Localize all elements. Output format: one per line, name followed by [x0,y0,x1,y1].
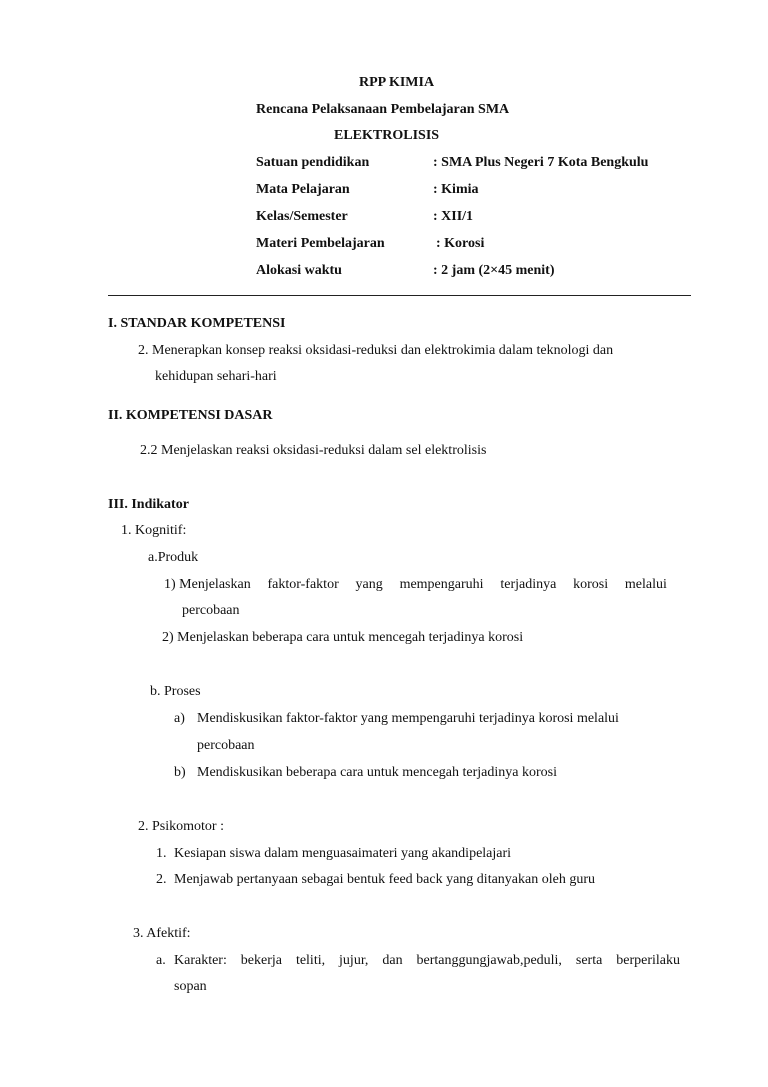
produk-label: a.Produk [148,550,199,565]
psikomotor-label: 2. Psikomotor : [138,819,224,834]
document-subtitle: Rencana Pelaksanaan Pembelajaran SMA [256,102,510,117]
proses-item-a-cont: percobaan [197,738,255,753]
produk-item-2: 2) Menjelaskan beberapa cara untuk mencegah terjadinya korosi [162,630,524,645]
produk-item-1 [164,576,667,594]
proses-item-a-marker: a) [174,711,185,726]
word: Karakter: [174,953,227,968]
word: dan [382,953,403,968]
word: terjadinya [500,577,557,592]
standar-kompetensi-text: 2. Menerapkan konsep reaksi oksidasi-reduksi dan elektrokimia dalam teknologi dan [138,343,614,358]
info-value: : SMA Plus Negeri 7 Kota Bengkulu [433,155,649,170]
psikomotor-item-2: Menjawab pertanyaan sebagai bentuk feed back yang ditanyakan oleh guru [174,872,595,887]
info-value: : 2 jam (2×45 menit) [433,263,555,278]
produk-item-1-cont: percobaan [182,603,240,618]
word: 1) Menjelaskan [164,577,251,592]
word: teliti, [295,953,326,968]
word: faktor-faktor [267,577,339,592]
psikomotor-item-2-marker: 2. [156,872,167,887]
info-value: : Korosi [436,236,485,251]
afektif-label: 3. Afektif: [133,926,191,941]
info-label: Alokasi waktu [256,263,342,278]
word: berperilaku [616,953,680,968]
standar-kompetensi-text-cont: kehidupan sehari-hari [155,369,277,384]
document-topic: ELEKTROLISIS [334,128,440,143]
info-label: Satuan pendidikan [256,155,370,170]
word: korosi [573,577,609,592]
info-label: Mata Pelajaran [256,182,350,197]
section-heading-kompetensi-dasar: II. KOMPETENSI DASAR [108,408,273,423]
proses-label: b. Proses [150,684,201,699]
afektif-item-a-marker: a. [156,953,166,968]
kognitif-label: 1. Kognitif: [121,523,187,538]
info-label: Materi Pembelajaran [256,236,385,251]
word: serta [575,953,603,968]
word: mempengaruhi [399,577,484,592]
psikomotor-item-1-marker: 1. [156,846,167,861]
kompetensi-dasar-item: 2.2 Menjelaskan reaksi oksidasi-reduksi dalam sel elektrolisis [140,443,487,458]
word: jujur, [339,953,369,968]
info-value: : XII/1 [433,209,474,224]
word: yang [355,577,383,592]
info-label: Kelas/Semester [256,209,348,224]
header-divider [108,295,691,296]
info-value: : Kimia [433,182,479,197]
proses-item-b: Mendiskusikan beberapa cara untuk mencegah terjadinya korosi [197,765,557,780]
document-title: RPP KIMIA [359,75,435,90]
proses-item-b-marker: b) [174,765,186,780]
section-heading-indikator: III. Indikator [108,497,189,512]
afektif-item-a-cont: sopan [174,979,207,994]
word: bertanggungjawab,peduli, [416,953,562,968]
word: bekerja [240,953,282,968]
psikomotor-item-1: Kesiapan siswa dalam menguasaimateri yang akandipelajari [174,846,512,861]
proses-item-a: Mendiskusikan faktor-faktor yang mempengaruhi terjadinya korosi melalui [197,711,619,726]
afektif-item-a [174,952,680,970]
section-heading-standar-kompetensi: I. STANDAR KOMPETENSI [108,316,286,331]
word: melalui [624,577,667,592]
